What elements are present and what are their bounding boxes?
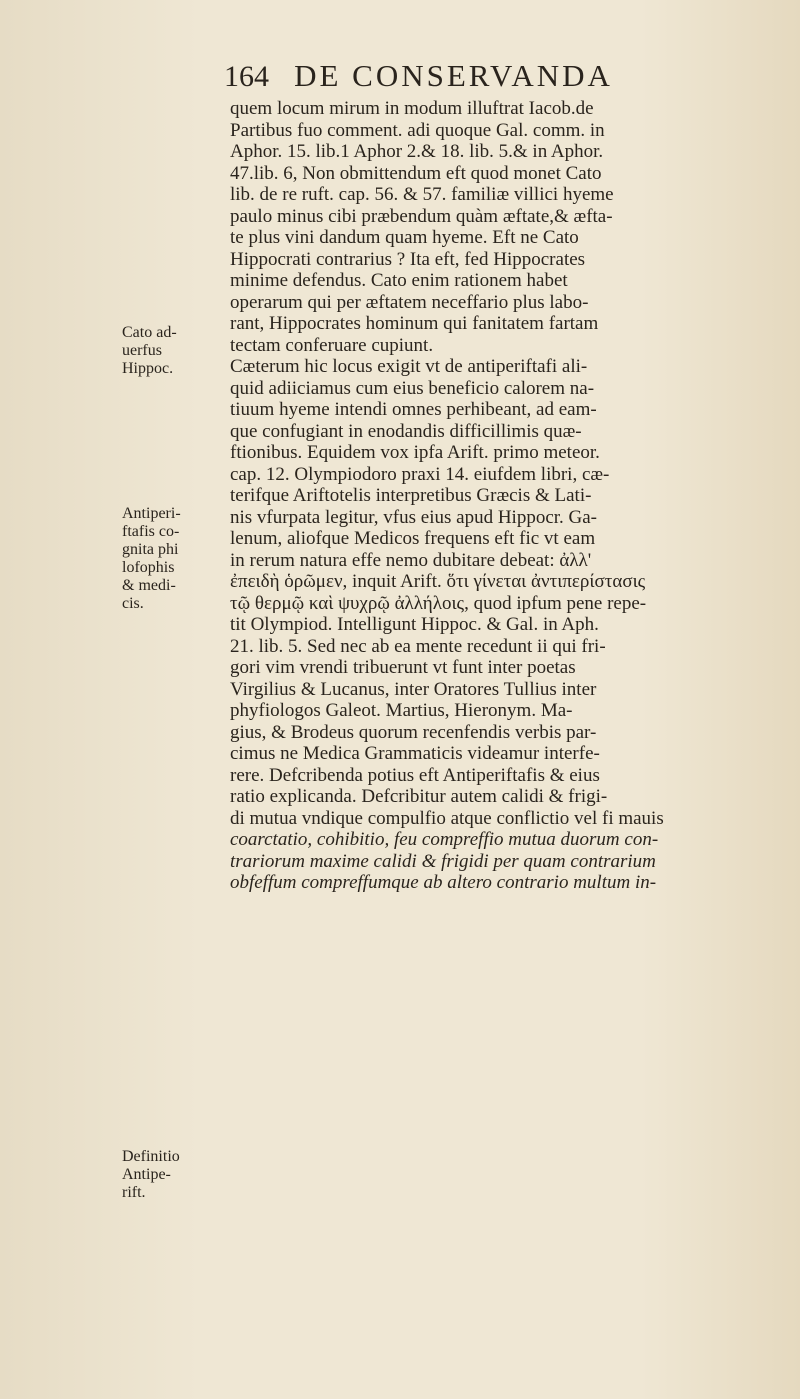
margin-note-line: Cato ad- [122, 324, 177, 341]
text-line: lenum, aliofque Medicos frequens eft fic vt eam [230, 528, 596, 549]
margin-note-cato [122, 324, 177, 378]
text-line: ratio explicanda. Defcribitur autem calidi & frigi- [230, 786, 608, 807]
margin-note-line: & medi- [122, 577, 176, 594]
text-line: ftionibus. Equidem vox ipfa Arift. primo meteor. [230, 442, 600, 463]
text-line: quid adiiciamus cum eius beneficio calorem na- [230, 377, 595, 399]
text-line: coarctatio, cohibitio, feu compreffio mutua duorum con- [230, 829, 659, 850]
text-line: Partibus fuo comment. adi quoque Gal. comm. in [230, 119, 605, 141]
text-line: obfeffum compreffumque ab altero contrario multum in- [230, 872, 657, 893]
text-line: operarum qui per æftatem neceffario plus labo- [230, 291, 589, 313]
text-line: paulo minus cibi præbendum quàm æftate,& æfta- [230, 205, 613, 227]
text-line: cimus ne Medica Grammaticis videamur interfe- [230, 743, 600, 764]
margin-note-line: Antipe- [122, 1166, 171, 1183]
text-line: lib. de re ruft. cap. 56. & 57. familiæ villici hyeme [230, 184, 614, 205]
running-title: DE CONSERVANDA [294, 58, 613, 93]
margin-note-antiperistasis [122, 505, 181, 613]
text-line: τῷ θερμῷ καὶ ψυχρῷ ἀλλήλοις, quod ipfum pene repe- [230, 592, 647, 614]
margin-note-line: rift. [122, 1184, 146, 1201]
text-line: nis vfurpata legitur, vfus eius apud Hippocr. Ga- [230, 506, 598, 528]
text-line: que confugiant in enodandis difficillimis quæ- [230, 420, 582, 442]
text-line: tectam conferuare cupiunt. [230, 334, 434, 356]
text-line: rant, Hippocrates hominum qui fanitatem fartam [230, 313, 599, 334]
text-line: gori vim vrendi tribuerunt vt funt inter poetas [230, 657, 576, 678]
margin-note-line: Antiperi- [122, 505, 181, 522]
margin-note-line: Definitio [122, 1148, 180, 1165]
text-line: Aphor. 15. lib.1 Aphor 2.& 18. lib. 5.& in Aphor. [230, 141, 604, 162]
text-line: trariorum maxime calidi & frigidi per quam contrarium [230, 850, 656, 872]
text-line: di mutua vndique compulfio atque conflictio vel fi mauis [230, 807, 664, 829]
text-line: terifque Ariftotelis interpretibus Græcis & Lati- [230, 485, 592, 506]
text-line: in rerum natura effe nemo dubitare debeat: ἀλλ' [230, 549, 592, 571]
text-line: phyfiologos Galeot. Martius, Hieronym. Ma- [230, 700, 573, 721]
text-line: gius, & Brodeus quorum recenfendis verbis par- [230, 721, 597, 743]
margin-note-line: lofophis [122, 559, 175, 576]
text-line: te plus vini dandum quam hyeme. Eft ne Cato [230, 227, 579, 248]
text-line: quem locum mirum in modum illuftrat Iacob.de [230, 98, 594, 119]
text-line: Virgilius & Lucanus, inter Oratores Tullius inter [230, 678, 597, 700]
margin-note-line: ftafis co- [122, 523, 180, 540]
text-line: ἐπειδὴ ὁρῶμεν, inquit Arift. ὅτι γίνεται ἀντιπερίστασις [230, 571, 646, 592]
margin-note-line: gnita phi [122, 541, 179, 558]
text-line: 47.lib. 6, Non obmittendum eft quod monet Cato [230, 162, 602, 184]
text-line: tiuum hyeme intendi omnes perhibeant, ad eam- [230, 399, 597, 420]
text-line: 21. lib. 5. Sed nec ab ea mente recedunt ii qui fri- [230, 635, 606, 657]
main-text-block [230, 98, 786, 894]
margin-note-line: uerfus [122, 342, 162, 359]
text-line: tit Olympiod. Intelligunt Hippoc. & Gal. in Aph. [230, 614, 599, 635]
margin-note-line: cis. [122, 595, 144, 612]
margin-note-line: Hippoc. [122, 360, 174, 377]
text-line: Cæterum hic locus exigit vt de antiperiftafi ali- [230, 356, 588, 377]
text-line: minime defendus. Cato enim rationem habet [230, 270, 568, 291]
margin-note-definitio [122, 1148, 180, 1202]
text-line: rere. Defcribenda potius eft Antiperiftafis & eius [230, 764, 600, 786]
running-head [224, 58, 784, 94]
page-number: 164 [224, 60, 269, 93]
text-line: cap. 12. Olympiodoro praxi 14. eiufdem libri, cæ- [230, 463, 610, 485]
text-line: Hippocrati contrarius ? Ita eft, fed Hippocrates [230, 248, 586, 270]
